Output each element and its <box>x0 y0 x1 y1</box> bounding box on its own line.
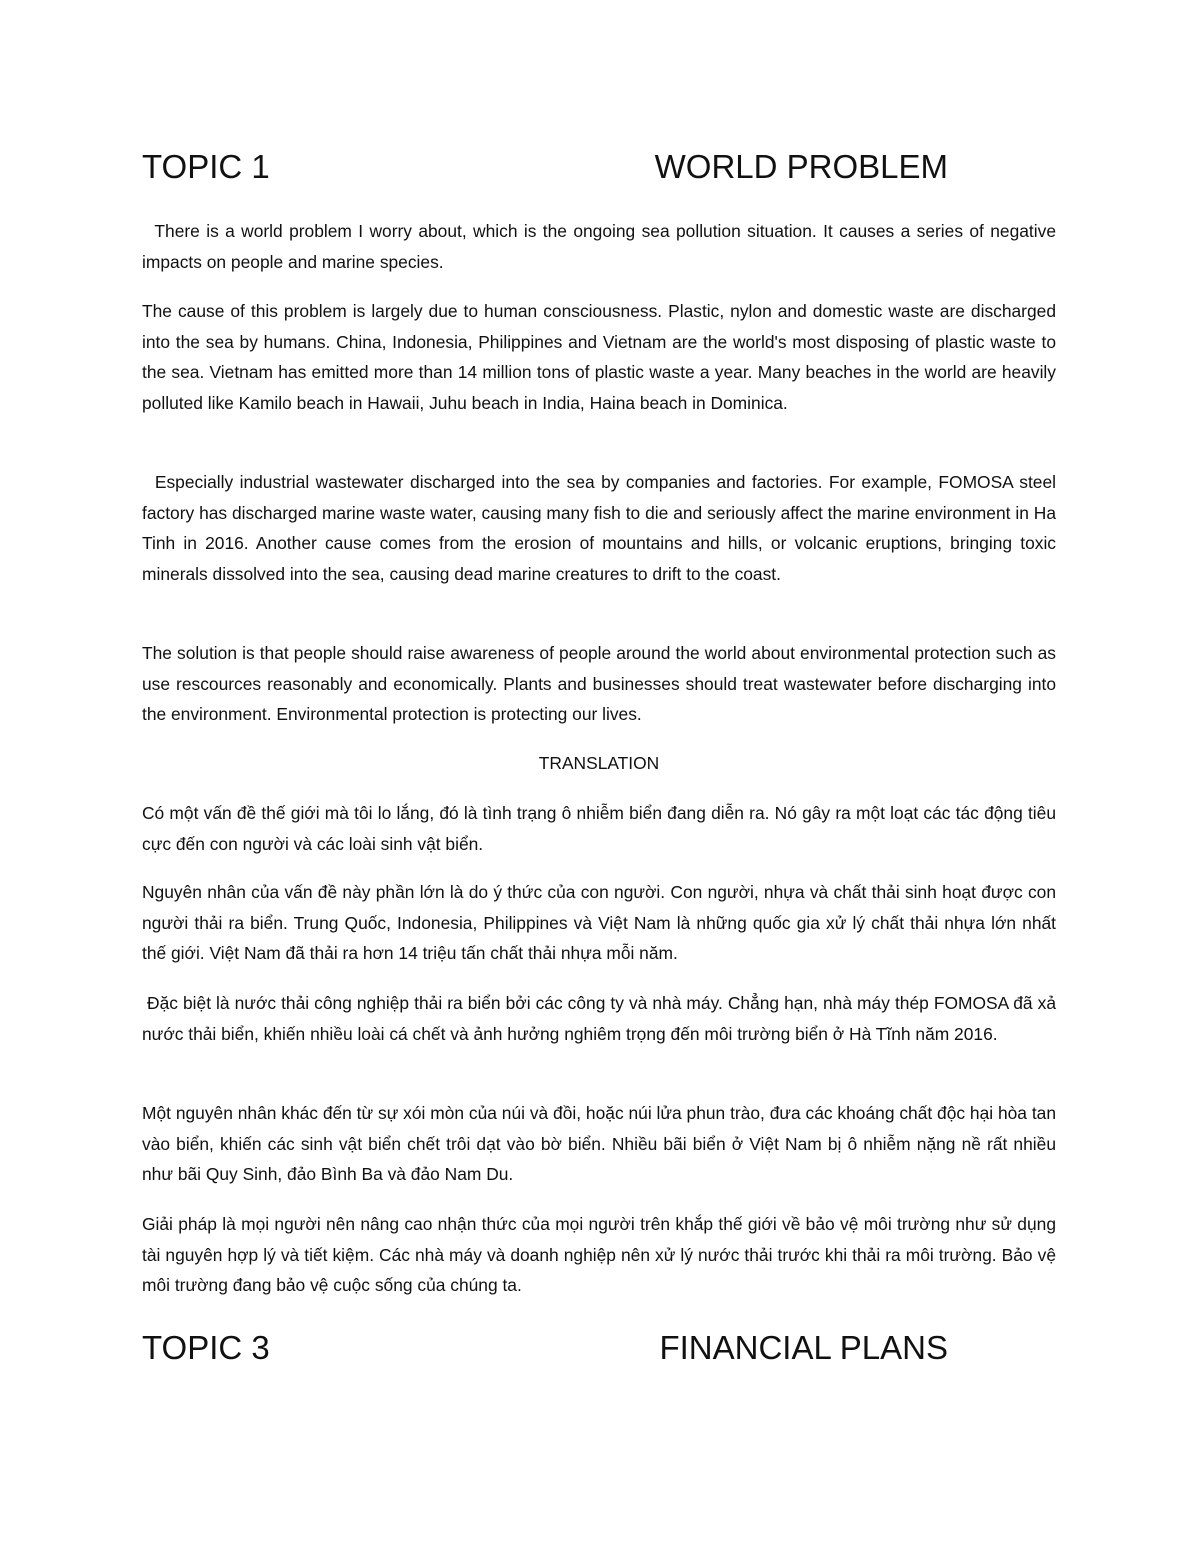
topic-1-title: WORLD PROBLEM <box>654 148 948 185</box>
vietnamese-paragraph-5: Giải pháp là mọi người nên nâng cao nhận thức của mọi người trên khắp thế giới về bảo vệ môi trường như sử dụng tài nguyên hợp lý và tiết kiệm. Các nhà máy và doanh nghiệp nên xử lý nước thải trước khi thải ra môi trường. Bảo vệ môi trường đang bảo vệ cuộc sống của chúng ta. <box>142 1214 1056 1295</box>
topic-1-label: TOPIC 1 <box>142 148 270 185</box>
vietnamese-paragraph-1: Có một vấn đề thế giới mà tôi lo lắng, đó là tình trạng ô nhiễm biển đang diễn ra. Nó gây ra một loạt các tác động tiêu cực đến con người và các loài sinh vật biển. <box>142 803 1056 854</box>
english-paragraph-3: Especially industrial wastewater discharged into the sea by companies and factories. For example, FOMOSA steel factory has discharged marine waste water, causing many fish to die and seriously affect the marine environment in Ha Tinh in 2016. Another cause comes from the erosion of mountains and hills, or volcanic eruptions, bringing toxic minerals dissolved into the sea, causing dead marine creatures to drift to the coast. <box>142 472 1056 584</box>
topic-3-label: TOPIC 3 <box>142 1329 270 1366</box>
vietnamese-paragraph-4: Một nguyên nhân khác đến từ sự xói mòn của núi và đồi, hoặc núi lửa phun trào, đưa các khoáng chất độc hại hòa tan vào biển, khiến các sinh vật biển chết trôi dạt vào bờ biển. Nhiều bãi biển ở Việt Nam bị ô nhiễm nặng nề rất nhiều như bãi Quy Sinh, đảo Bình Ba và đảo Nam Du. <box>142 1103 1056 1184</box>
english-paragraph-4: The solution is that people should raise awareness of people around the world about environmental protection such as use rescources reasonably and economically. Plants and businesses should treat wastewater before discharging into the environment. Environmental protection is protecting our lives. <box>142 643 1056 724</box>
topic-3-heading <box>142 1326 948 1370</box>
vietnamese-paragraph-2: Nguyên nhân của vấn đề này phần lớn là do ý thức của con người. Con người, nhựa và chất thải sinh hoạt được con người thải ra biển. Trung Quốc, Indonesia, Philippines và Việt Nam là những quốc gia xử lý chất thải nhựa lớn nhất thế giới. Việt Nam đã thải ra hơn 14 triệu tấn chất thải nhựa mỗi năm. <box>142 882 1056 963</box>
topic-3-title: FINANCIAL PLANS <box>659 1329 948 1366</box>
english-paragraph-2: The cause of this problem is largely due to human consciousness. Plastic, nylon and domestic waste are discharged into the sea by humans. China, Indonesia, Philippines and Vietnam are the world's most disposing of plastic waste to the sea. Vietnam has emitted more than 14 million tons of plastic waste a year. Many beaches in the world are heavily polluted like Kamilo beach in Hawaii, Juhu beach in India, Haina beach in Dominica. <box>142 301 1056 413</box>
topic-1-heading <box>142 145 948 189</box>
vietnamese-paragraph-3: Đặc biệt là nước thải công nghiệp thải ra biển bởi các công ty và nhà máy. Chẳng hạn, nhà máy thép FOMOSA đã xả nước thải biển, khiến nhiều loài cá chết và ảnh hưởng nghiêm trọng đến môi trường biển ở Hà Tĩnh năm 2016. <box>142 993 1056 1044</box>
translation-label: TRANSLATION <box>538 753 660 773</box>
english-paragraph-1: There is a world problem I worry about, which is the ongoing sea pollution situation. It causes a series of negative impacts on people and marine species. <box>142 221 1056 272</box>
